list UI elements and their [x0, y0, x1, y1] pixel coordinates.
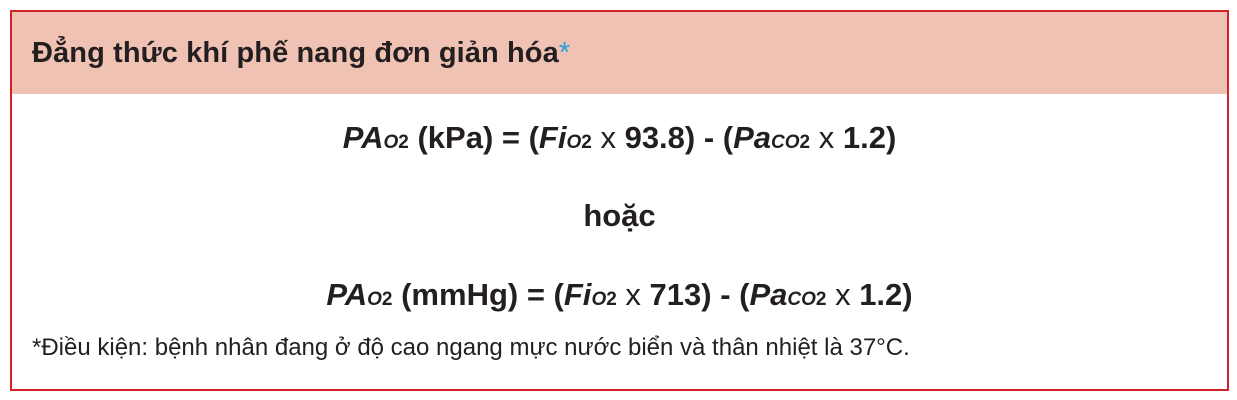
alveolar-subscript: 2: [381, 289, 393, 310]
fio2-subscript: 2: [581, 132, 592, 153]
title-asterisk: *: [558, 36, 571, 69]
kpa-unit: (kPa) = (: [408, 120, 539, 155]
paco2-co-label: CO: [771, 132, 800, 153]
multiply-sign: x: [810, 120, 843, 155]
fio2-subscript: 2: [606, 289, 617, 310]
formula-box: [10, 10, 1229, 391]
box-header: [12, 12, 1227, 94]
paco2-subscript: 2: [815, 289, 827, 310]
formula-kpa: [12, 120, 1227, 156]
rq-factor: 1.2): [842, 120, 897, 155]
paco2-symbol: Pa: [749, 277, 788, 312]
kpa-constant: 93.8) - (: [624, 120, 734, 155]
alveolar-subscript: 2: [398, 132, 409, 153]
fio2-o-label: O: [566, 132, 582, 153]
rq-factor: 1.2): [859, 277, 913, 312]
footnote: *Điều kiện: bệnh nhân đang ở độ cao ngang mực nước biển và thân nhiệt là 37°C.: [32, 334, 910, 361]
multiply-sign: x: [826, 277, 860, 312]
alveolar-po2-symbol: PA: [342, 120, 384, 155]
fio2-o-label: O: [591, 289, 607, 310]
formula-mmhg: [12, 277, 1227, 313]
fio2-symbol: Fi: [563, 277, 592, 312]
alveolar-o-label: O: [383, 132, 399, 153]
paco2-symbol: Pa: [733, 120, 772, 155]
box-title: Đẳng thức khí phế nang đơn giản hóa: [32, 36, 559, 69]
paco2-co-label: CO: [787, 289, 816, 310]
mmhg-constant: 713) - (: [649, 277, 750, 312]
alveolar-o-label: O: [367, 289, 382, 310]
paco2-subscript: 2: [799, 132, 811, 153]
alveolar-po2-symbol: PA: [326, 277, 368, 312]
multiply-sign: x: [616, 277, 650, 312]
connector-text: hoặc: [583, 198, 656, 233]
multiply-sign: x: [591, 120, 625, 155]
fio2-symbol: Fi: [538, 120, 567, 155]
mmhg-unit: (mmHg) = (: [392, 277, 564, 312]
